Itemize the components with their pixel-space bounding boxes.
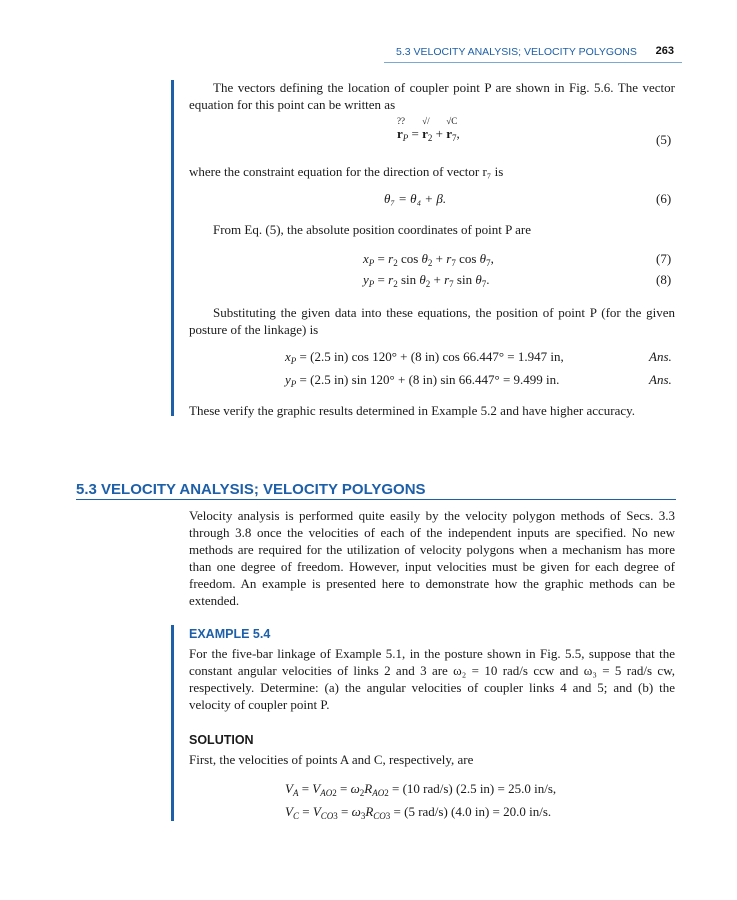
paragraph-substitution: Substituting the given data into these equations, the position of point P (for the given posture of the linkage) is [189,305,675,337]
equation-5-number: (5) [656,132,672,147]
answer-tag-xp: Ans. [649,349,672,364]
paragraph-constraint: where the constraint equation for the direction of vector r₇ is [189,164,504,179]
eq5-mark-unknown: ?? [397,116,405,126]
equation-xp-rhs: = (2.5 in) cos 120° + (8 in) cos 66.447° = 1.947 in, [299,349,564,364]
paragraph-verification: These verify the graphic results determined in Example 5.2 and have higher accuracy. [189,403,636,418]
equation-vc: $V_C = V_{CO3} = \omega_3R_{CO3} = (5$ rad/s) (4.0 in) = 20.0 in/s. [285,804,552,821]
equation-xp: $x_P = (2.5$ in) cos 120° + (8 in) cos 66.447° = 1.947 in, [285,349,564,366]
eq5-mark-known-direction: √/ [422,116,430,126]
equation-vc-rhs: = (5 rad/s) (4.0 in) = 20.0 in/s. [393,804,552,819]
paragraph-intro: The vectors defining the location of coupler point P are shown in Fig. 5.6. The vector equation for this point can be written as [189,80,675,112]
margin-bar-example [171,625,174,821]
solution-title: SOLUTION [189,733,254,747]
solution-text: First, the velocities of points A and C, respectively, are [189,752,474,767]
equation-8: $y_P = r_2$ $\sin \theta_2 + r_7$ $\sin \theta_7$. [363,272,490,289]
example-text: For the five-bar linkage of Example 5.1, in the posture shown in Fig. 5.5, suppose that the constant angular velocities of links 2 and 3 are ω₂ = 10 rad/s ccw and ω₃ = 5 rad/s cw, respectively. Determine: (a) the angular velocities of coupler links 4 and 5; and (b) the velocity of coupler point P. [189,646,675,712]
section-rule [76,499,676,500]
equation-5: ?? $r_P$ = √/ $r_2$ + √C $r_7$, [397,116,460,143]
paragraph-position-coordinates: From Eq. (5), the absolute position coordinates of point P are [213,222,531,237]
answer-tag-yp: Ans. [649,372,672,387]
equation-8-number: (8) [656,272,672,287]
section-title: 5.3 VELOCITY ANALYSIS; VELOCITY POLYGONS [76,481,426,498]
equation-yp: $y_P = (2.5$ in) sin 120° + (8 in) sin 66.447° = 9.499 in. [285,372,560,389]
equation-7: $x_P = r_2$ $\cos \theta_2 + r_7$ $\cos \theta_7$, [363,251,494,268]
running-header [388,45,678,61]
equation-va: $V_A = V_{AO2} = \omega_2R_{AO2} = (10$ rad/s) (2.5 in) = 25.0 in/s, [285,781,557,798]
section-paragraph: Velocity analysis is performed quite easily by the velocity polygon methods of Secs. 3.3 through 3.8 once the velocities of each of the independent inputs are specified. No new methods are required for the utilization of velocity polygons when a mechanism has more than one degree of freedom. However, input velocities must be given for each degree of freedom. An example is presented here to demonstrate how the graphic methods can be extended. [189,508,675,608]
eq5-mark-constraint: √C [446,116,458,126]
equation-6-number: (6) [656,191,672,206]
example-title: EXAMPLE 5.4 [189,627,271,641]
margin-bar-top [171,80,174,416]
equation-6: θ₇ = θ₄ + β. [384,191,447,206]
equation-7-number: (7) [656,251,672,266]
running-header-section: 5.3 VELOCITY ANALYSIS; VELOCITY POLYGONS [396,46,637,58]
equation-va-rhs: = (10 rad/s) (2.5 in) = 25.0 in/s, [391,781,557,796]
page-number: 263 [655,45,674,57]
equation-yp-rhs: = (2.5 in) sin 120° + (8 in) sin 66.447° = 9.499 in. [299,372,560,387]
header-rule [384,62,682,63]
